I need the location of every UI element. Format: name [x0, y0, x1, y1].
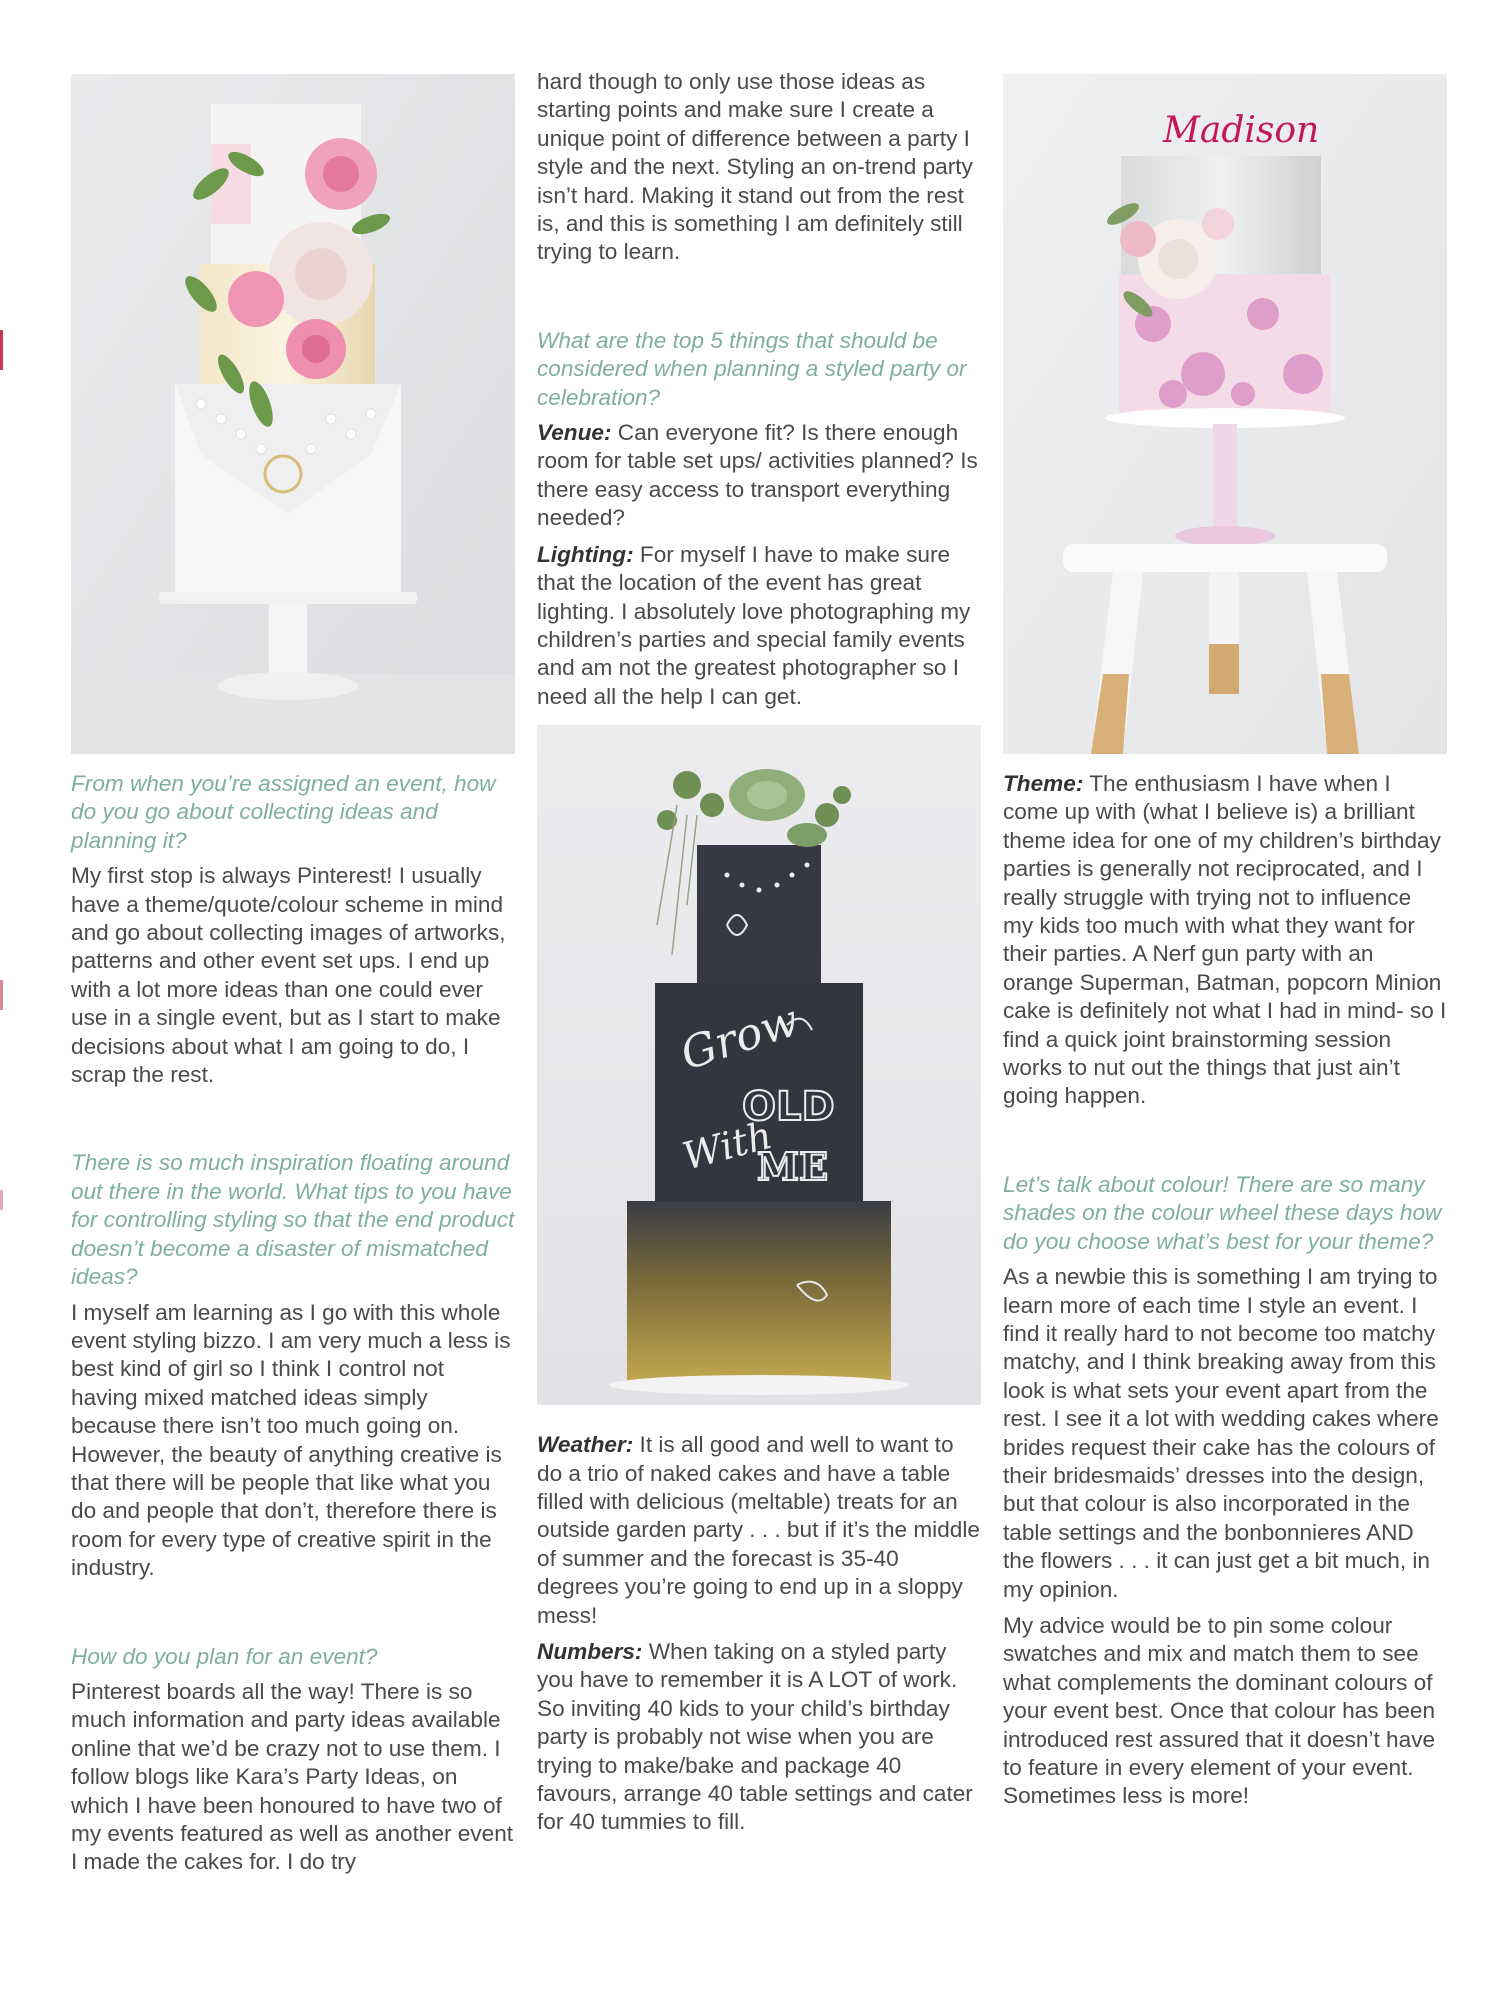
lighting-paragraph: [537, 541, 981, 711]
numbers-paragraph: [537, 1638, 981, 1837]
question-top-five: What are the top 5 things that should be considered when planning a styled party or celebration?: [537, 327, 967, 410]
edge-mark: [0, 1190, 3, 1210]
question-controlling-styling: There is so much inspiration floating around out there in the world. What tips to you have for controlling styling so that the end product doesn’t become a disaster of mismatched ideas?: [71, 1150, 515, 1290]
cake-text-me: ME: [757, 1144, 829, 1190]
lighting-text: For myself I have to make sure that the location of the event has great lighting. I absolutely love photographing my children’s parties and special family events and am not the greatest photographer so I need all the help I can get.: [537, 541, 971, 709]
cake-text-grow: Grow: [674, 994, 805, 1081]
question-colour: Let’s talk about colour! There are so many shades on the colour wheel these days how do you choose what’s best for your theme?: [1003, 1171, 1442, 1254]
edge-mark: [0, 980, 3, 1010]
cake-text-with: With: [677, 1112, 777, 1179]
answer-colour-advice: My advice would be to pin some colour swatches and mix and match them to see what complements the dominant colours of your event best. Once that colour has been introduced rest assured that it doesn’t have to feature in every element of your event. Sometimes less is more!: [1003, 1612, 1436, 1809]
cake-topper: Madison: [1163, 110, 1320, 151]
chalkboard-cake-photo: [537, 725, 981, 1405]
answer-controlling-styling: I myself am learning as I go with this whole event styling bizzo. I am very much a less is best kind of girl so I think I control not having mixed matched ideas simply because there isn’t too much going on. However, the beauty of anything creative is that there will be people that like what you do and people that don’t, therefore there is room for every type of creative spirit in the industry.: [71, 1299, 511, 1581]
answer-plan-event: Pinterest boards all the way! There is so much information and party ideas available online that we’d be crazy not to use them. I follow blogs like Kara’s Party Ideas, on which I have been honoured to have two of my events featured as well as another event I made the cakes for. I do try: [71, 1678, 514, 1875]
edge-mark: [0, 330, 3, 370]
theme-paragraph: [1003, 770, 1447, 1111]
question-collecting-ideas: From when you’re assigned an event, how do you go about collecting ideas and planning it?: [71, 771, 496, 853]
venue-text: Can everyone fit? Is there enough room for table set ups/ activities planned? Is there easy access to transport everything needed?: [537, 420, 978, 531]
question-plan-event: How do you plan for an event?: [71, 1643, 378, 1669]
right-column: [1003, 74, 1447, 1819]
answer-continued: hard though to only use those ideas as starting points and make sure I create a unique point of difference between a party I style and the next. Styling an on-trend party isn’t hard. Making it stand out from the rest is, and this is something I am definitely still trying to learn.: [537, 69, 973, 265]
madison-cake-photo: [1003, 74, 1447, 754]
left-column: [71, 74, 515, 1885]
weather-paragraph: [537, 1431, 981, 1630]
venue-label: Venue:: [537, 420, 612, 446]
weather-text: It is all good and well to want to do a trio of naked cakes and have a table filled with delicious (meltable) treats for an outside garden party . . . but if it’s the middle of summer and the forecast is 35-40 degrees you’re going to end up in a sloppy mess!: [537, 1432, 980, 1628]
cake-text-old: OLD: [742, 1084, 835, 1131]
white-gold-cake-photo: [71, 74, 515, 754]
answer-colour: As a newbie this is something I am trying to learn more of each time I style an event. I find it really hard to not become too matchy matchy, and I think breaking away from this look is what sets your event apart from the rest. I see it a lot with wedding cakes where brides request their cake has the colours of their bridesmaids’ dresses into the design, but that colour is also incorporated in the table settings and the bonbonnieres AND the flowers . . . it can just get a bit much, in my opinion.: [1003, 1264, 1439, 1602]
answer-collecting-ideas: My first stop is always Pinterest! I usually have a theme/quote/colour scheme in mind and go about collecting images of artworks, patterns and other event set ups. I end up with a lot more ideas than one could ever use in a single event, but as I start to make decisions about what I am going to do, I scrap the rest.: [71, 863, 506, 1088]
lighting-label: Lighting:: [537, 541, 634, 567]
numbers-label: Numbers:: [537, 1638, 643, 1664]
numbers-text: When taking on a styled party you have to remember it is A LOT of work. So inviting 40 kids to your child’s birthday party is probably not wise when you are trying to make/bake and package 40 favours, arrange 40 table settings and cater for 40 tummies to fill.: [537, 1638, 973, 1835]
theme-text: The enthusiasm I have when I come up with (what I believe is) a brilliant theme idea for one of my children’s birthday parties is generally not reciprocated, and I really struggle with trying not to influence my kids too much with what they want for their parties. A Nerf gun party with an orange Superman, Batman, popcorn Minion cake is definitely not what I had in mind- so I find a quick joint brainstorming session works to nut out the things that just ain’t going happen.: [1003, 771, 1447, 1109]
venue-paragraph: [537, 419, 981, 533]
middle-column: [537, 68, 981, 1845]
weather-label: Weather:: [537, 1432, 634, 1458]
theme-label: Theme:: [1003, 771, 1084, 796]
